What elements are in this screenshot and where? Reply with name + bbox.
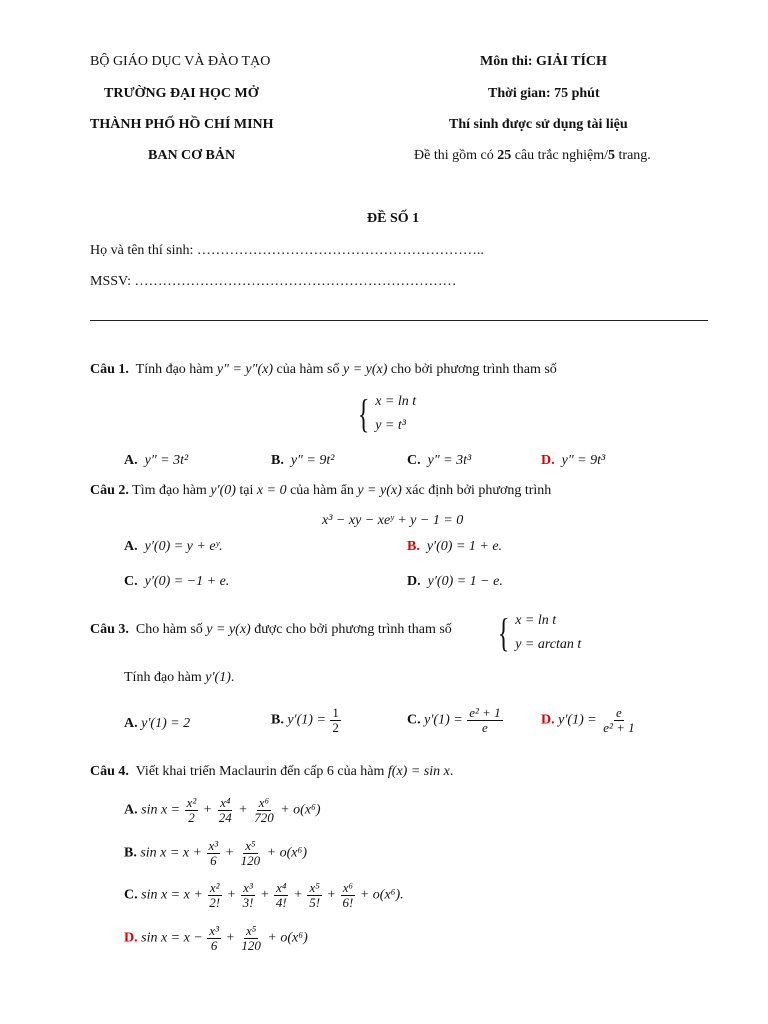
option-text: y′(0) = 1 + e. <box>426 539 503 554</box>
question-text: của hàm ẩn <box>286 483 358 498</box>
option-text: y′(0) = −1 + e. <box>144 574 230 589</box>
option-label: B. <box>271 453 284 468</box>
option-text: y″ = 9t² <box>290 453 335 468</box>
option-c[interactable] <box>407 453 471 469</box>
option-label: C. <box>407 712 421 728</box>
option-c[interactable] <box>407 706 504 734</box>
question-expr: y′(0) <box>210 483 236 498</box>
option-a[interactable]: A. sin x = $\frac{\text{x²}}{2}$ + $\frac{\text{x⁴}}{24}$ + $\frac{\text{x⁶}}{720}$ + o(x⁶) <box>124 795 321 825</box>
city-name: THÀNH PHỐ HỒ CHÍ MINH <box>90 117 274 132</box>
question-4: Câu 4. Viết khai triển Maclaurin đến cấp 6 của hàm f(x) = sin x. <box>90 764 454 779</box>
question-expr: y = y(x) <box>206 622 251 637</box>
option-d[interactable] <box>407 574 503 590</box>
question-text: Tìm đạo hàm <box>132 483 211 498</box>
option-d-correct[interactable] <box>541 453 605 469</box>
question-expr: f(x) = sin x <box>387 764 450 779</box>
fraction-num: 1 <box>332 705 339 720</box>
question-label: Câu 2. <box>90 483 129 498</box>
implicit-equation: x³ − xy − xeʸ + y − 1 = 0 <box>322 513 464 528</box>
question-label: Câu 4. <box>90 764 129 779</box>
question-3 <box>90 622 452 638</box>
question-expr: y = y(x) <box>357 483 402 498</box>
exam-info-pre: Đề thi gồm có <box>414 148 498 163</box>
question-2 <box>90 483 551 499</box>
option-label: D. <box>541 712 555 728</box>
exam-materials: Thí sinh được sử dụng tài liệu <box>449 117 628 132</box>
question-label: Câu 3. <box>90 622 129 637</box>
option-label: C. <box>407 453 421 468</box>
option-c[interactable]: C. sin x = x + $\frac{\text{x²}}{2!}$ + $\frac{\text{x³}}{3!}$ + $\frac{\text{x⁴}}{4!}$ + $\frac{\text{x⁵}}{5!}$ + $\frac{\text{x⁶}}{6!}$ + o(x⁶). <box>124 880 404 910</box>
exam-info-pages: 5 <box>608 148 616 163</box>
question-text: Cho hàm số <box>135 622 207 637</box>
question-expr: y″ = y″(x) <box>216 362 273 377</box>
question-text: Tính đạo hàm <box>135 362 217 377</box>
option-text: y′(1) = <box>287 712 326 728</box>
fraction <box>330 706 341 734</box>
exam-code: ĐỀ SỐ 1 <box>367 211 420 226</box>
system-line: x = ln t <box>515 613 557 628</box>
question-text: cho bởi phương trình tham số <box>387 362 557 377</box>
question-label: Câu 1. <box>90 362 129 377</box>
exam-info <box>414 148 651 164</box>
option-label: D. <box>124 930 138 946</box>
student-id-field: MSSV: …………………………………………………………… <box>90 274 457 289</box>
option-d-correct[interactable]: D. sin x = x − $\frac{\text{x³}}{6}$ + $\frac{\text{x⁵}}{120}$ + o(x⁶) <box>124 923 308 953</box>
fraction-den: e² + 1 <box>603 719 635 735</box>
option-label: B. <box>407 539 420 554</box>
option-label: A. <box>124 802 138 818</box>
exam-info-mid: câu trắc nghiệm/ <box>511 148 609 163</box>
option-b[interactable]: B. sin x = x + $\frac{\text{x³}}{6}$ + $\frac{\text{x⁵}}{120}$ + o(x⁶) <box>124 838 307 868</box>
fraction-den: e <box>482 719 488 735</box>
question-text: được cho bởi phương trình tham số <box>250 622 452 637</box>
parametric-system: { x = ln t y = arctan t <box>497 609 582 655</box>
exam-info-count: 25 <box>497 148 512 163</box>
option-b[interactable] <box>271 453 334 469</box>
option-label: B. <box>271 712 284 728</box>
option-label: C. <box>124 574 138 589</box>
fraction-num: e² + 1 <box>469 705 501 720</box>
option-b-correct[interactable] <box>407 539 502 555</box>
question-expr: y = y(x) <box>342 362 388 377</box>
question-expr: x = 0 <box>256 483 287 498</box>
option-b[interactable] <box>271 706 342 734</box>
fraction <box>601 706 636 734</box>
ministry-name: BỘ GIÁO DỤC VÀ ĐÀO TẠO <box>90 54 271 69</box>
option-text: y″ = 3t³ <box>427 453 472 468</box>
divider <box>90 320 708 321</box>
question-expr: y′(1) <box>205 670 231 685</box>
option-text: y′(0) = 1 − e. <box>427 574 503 589</box>
question-1 <box>90 362 557 378</box>
fraction <box>467 706 502 734</box>
option-text: y″ = 3t² <box>144 453 189 468</box>
option-d-correct[interactable] <box>541 706 638 734</box>
question-3-sub: Tính đạo hàm y′(1). <box>124 670 235 685</box>
exam-subject: Môn thi: GIẢI TÍCH <box>480 54 607 69</box>
system-line: y = t³ <box>375 417 406 433</box>
fraction-den: 2 <box>332 719 339 735</box>
department-name: BAN CƠ BẢN <box>148 148 236 163</box>
option-label: A. <box>124 539 138 554</box>
option-label: A. <box>124 716 138 731</box>
option-a[interactable] <box>124 453 188 469</box>
fraction-num: e <box>616 705 622 720</box>
question-text: tại <box>235 483 257 498</box>
exam-info-post: trang. <box>615 148 651 163</box>
student-name-field: Họ và tên thí sinh: …………………………………………………….. <box>90 243 484 258</box>
option-text: y′(1) = 2 <box>141 716 191 731</box>
university-name: TRƯỜNG ĐẠI HỌC MỞ <box>104 86 259 101</box>
parametric-system: { x = ln t y = t³ <box>357 390 417 436</box>
option-a[interactable] <box>124 716 190 732</box>
option-text: y″ = 9t³ <box>561 453 606 468</box>
option-label: D. <box>407 574 421 589</box>
system-line: x = ln t <box>375 394 417 409</box>
question-text: của hàm số <box>273 362 343 377</box>
option-text: y′(1) = <box>424 712 463 728</box>
exam-time: Thời gian: 75 phút <box>488 86 600 101</box>
option-label: A. <box>124 453 138 468</box>
question-text: Viết khai triển Maclaurin đến cấp 6 của hàm <box>135 764 388 779</box>
option-label: C. <box>124 887 138 903</box>
option-text: y′(0) = y + eʸ. <box>144 539 223 554</box>
question-text: xác định bởi phương trình <box>401 483 552 498</box>
option-a[interactable] <box>124 539 223 555</box>
option-label: D. <box>541 453 555 468</box>
system-line: y = arctan t <box>515 636 582 652</box>
option-text: y′(1) = <box>558 712 597 728</box>
question-text: Tính đạo hàm <box>124 670 206 685</box>
option-label: B. <box>124 845 137 861</box>
option-c[interactable] <box>124 574 229 590</box>
